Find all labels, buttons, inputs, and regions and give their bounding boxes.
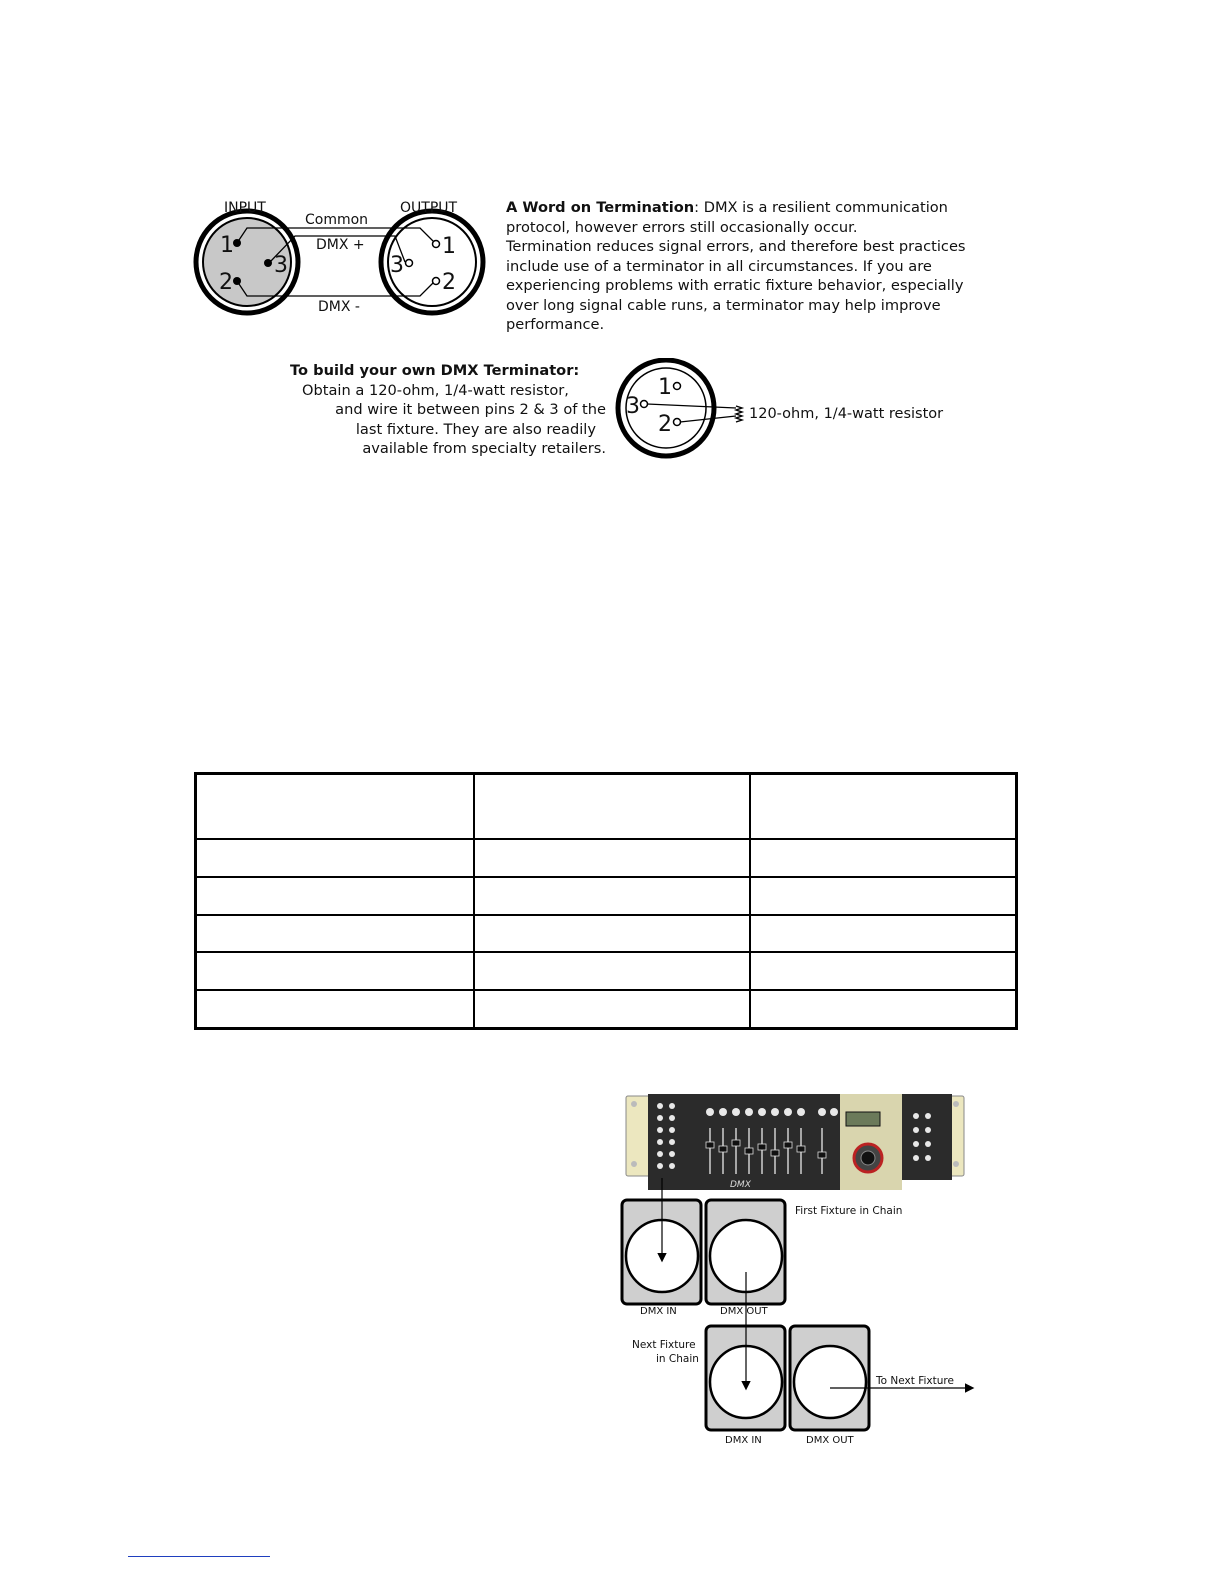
table-cell	[474, 839, 750, 877]
termination-line-4: experiencing problems with erratic fixture behavior, especially	[506, 277, 964, 294]
next-fixture-dmx-out-port	[794, 1346, 866, 1418]
table-row	[196, 915, 1017, 953]
first-fixture-dmx-out-label: DMX OUT	[720, 1306, 768, 1317]
first-fixture-label: First Fixture in Chain	[795, 1205, 903, 1217]
terminator-build-line-1: and wire it between pins 2 & 3 of the	[335, 401, 606, 418]
termination-line-6: performance.	[506, 316, 605, 333]
terminator-pin-2-label: 2	[658, 412, 672, 437]
table-cell	[196, 952, 475, 990]
table-cell	[196, 774, 475, 840]
common-label: Common	[305, 212, 369, 228]
table-row	[196, 839, 1017, 877]
terminator-pin-3-label: 3	[626, 394, 640, 419]
next-fixture-dmx-in-label: DMX IN	[725, 1435, 762, 1446]
input-label: INPUT	[224, 200, 266, 216]
termination-line-2: Termination reduces signal errors, and therefore best practices	[506, 238, 966, 255]
table-cell	[750, 877, 1017, 915]
dmx-chain-diagram	[610, 1082, 990, 1460]
output-pin-3-label: 3	[390, 253, 404, 278]
next-fixture-dmx-out-label: DMX OUT	[806, 1435, 854, 1446]
output-pin-3	[406, 260, 413, 267]
table-cell	[750, 952, 1017, 990]
terminator-pin-3	[641, 401, 648, 408]
input-pin-2-label: 2	[219, 270, 233, 295]
table-cell	[750, 774, 1017, 840]
table-cell	[196, 877, 475, 915]
table-cell	[474, 990, 750, 1028]
table-cell	[474, 952, 750, 990]
terminator-build-line-2: last fixture. They are also readily	[355, 420, 596, 438]
to-next-fixture-label: To Next Fixture	[876, 1375, 954, 1387]
termination-line-3: include use of a terminator in all circumstances. If you are	[506, 257, 932, 275]
termination-title: A Word on Termination	[506, 199, 695, 216]
controller-brand-label: DMX	[730, 1180, 751, 1190]
table-row	[196, 952, 1017, 990]
input-pin-1	[233, 239, 241, 247]
table-cell	[196, 990, 475, 1028]
terminator-pin-1	[674, 383, 681, 390]
terminator-build-line-0: Obtain a 120-ohm, 1/4-watt resistor,	[302, 381, 569, 399]
next-fixture-label-line1: Next Fixture	[632, 1339, 696, 1351]
terminator-diagram	[612, 358, 972, 462]
resistor-label: 120-ohm, 1/4-watt resistor	[749, 406, 944, 422]
termination-line-0: : DMX is a resilient communication	[694, 199, 948, 216]
dmx-plus-label: DMX +	[316, 237, 365, 253]
terminator-pin-2	[674, 419, 681, 426]
input-pin-3	[264, 259, 272, 267]
dmx-minus-label: DMX -	[318, 299, 360, 315]
input-pin-1-label: 1	[220, 233, 234, 258]
output-pin-2-label: 2	[442, 270, 456, 295]
termination-line-5: over long signal cable runs, a terminator may help improve	[506, 296, 941, 314]
table-cell	[196, 839, 475, 877]
input-pin-3-label: 3	[274, 253, 288, 278]
dmx-controller-image	[626, 1094, 964, 1190]
table-cell	[750, 990, 1017, 1028]
table-header-row	[196, 774, 1017, 840]
xlr-wiring-diagram	[190, 192, 502, 332]
terminator-build-paragraph	[290, 361, 606, 459]
terminator-build-line-3: available from specialty retailers.	[362, 440, 606, 457]
next-fixture-label-line2: in Chain	[656, 1353, 699, 1365]
table-cell	[474, 877, 750, 915]
resistor-symbol	[736, 406, 742, 422]
output-label: OUTPUT	[400, 200, 458, 216]
table-cell	[474, 774, 750, 840]
terminator-pin-1-label: 1	[658, 375, 672, 400]
terminator-build-title: To build your own DMX Terminator:	[290, 362, 580, 379]
output-pin-1	[433, 241, 440, 248]
table-cell	[196, 915, 475, 953]
table-cell	[750, 839, 1017, 877]
output-pin-2	[433, 278, 440, 285]
first-fixture-dmx-in-label: DMX IN	[640, 1306, 677, 1317]
table-row	[196, 877, 1017, 915]
table-cell	[750, 915, 1017, 953]
input-pin-2	[233, 277, 241, 285]
footer-link-underline[interactable]	[128, 1556, 270, 1557]
table-row	[196, 990, 1017, 1028]
table-cell	[474, 915, 750, 953]
termination-line-1: protocol, however errors still occasionally occur.	[506, 218, 858, 236]
output-pin-1-label: 1	[442, 234, 456, 259]
termination-paragraph	[506, 198, 1006, 335]
pin-table	[194, 772, 1018, 1030]
